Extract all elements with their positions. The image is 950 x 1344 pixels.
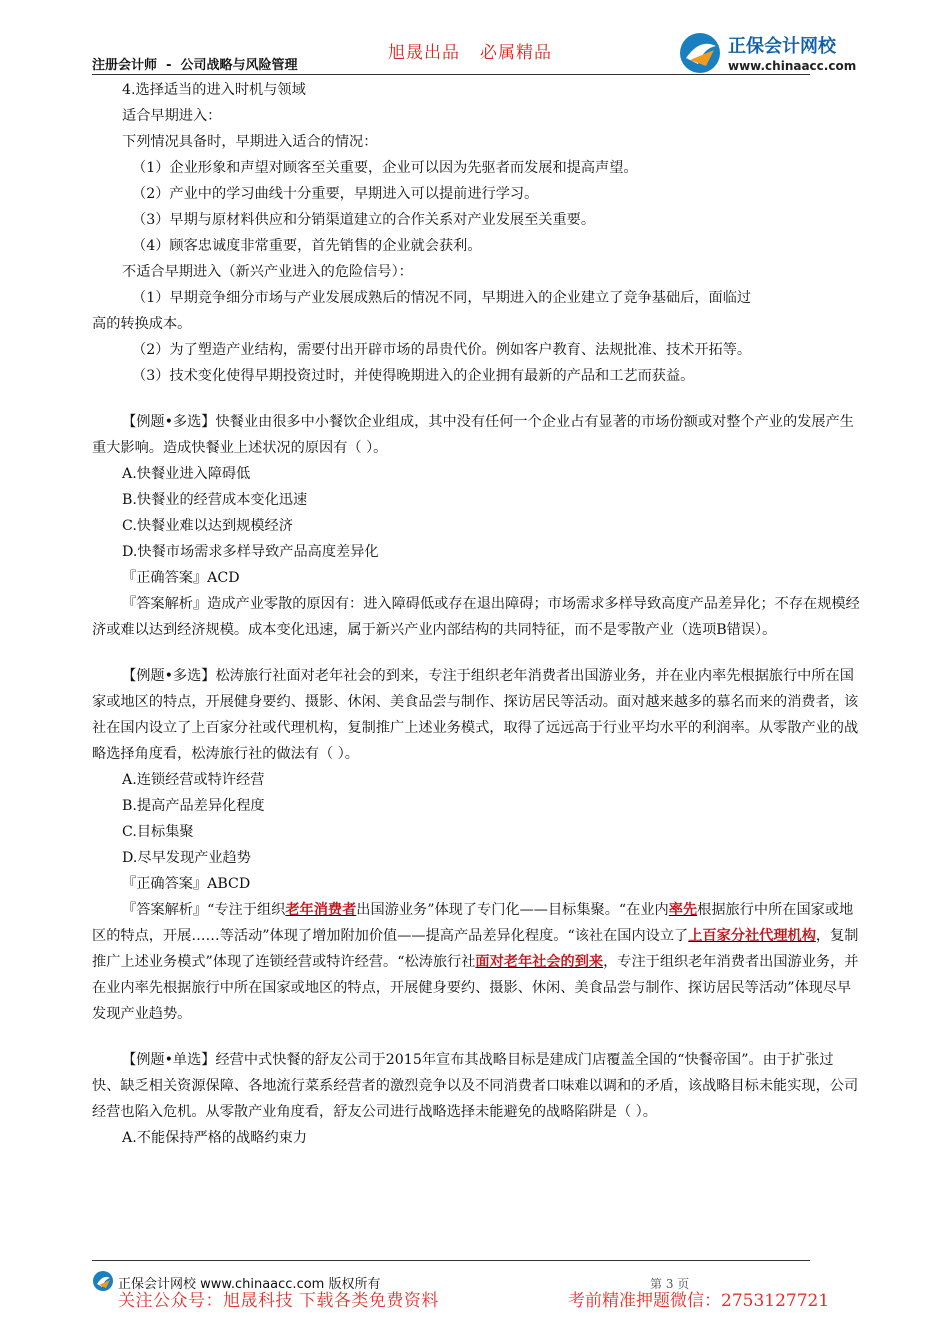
late-entry-item: （2）为了塑造产业结构，需要付出开辟市场的昂贵代价。例如客户教育、法规批准、技术开拓等。 xyxy=(132,342,752,358)
analysis-text: 根据旅行中所在国家或地区的特点，开展……等活动”体现了增加附加价值——提高产品差异化程度。“该社在国内设立了 xyxy=(92,902,854,944)
question-2-option: D.尽早发现产业趋势 xyxy=(122,850,251,866)
question-2-analysis xyxy=(92,897,860,1027)
late-entry-item: （1）早期竞争细分市场与产业发展成熟后的情况不同，早期进入的企业建立了竞争基础后，面临过 xyxy=(132,290,752,306)
question-2-answer: 『正确答案』ABCD xyxy=(122,876,251,892)
page-number: 第 3 页 xyxy=(650,1277,690,1291)
analysis-text: ，专注于组织老年消费者出国游业务，并在业内率先根据旅行中所在国家或地区的特点，开展健身要约、摄影、休闲、美食品尝与制作、探访居民等活动”体现尽早发现产业趋势。 xyxy=(92,954,859,1022)
question-1-answer: 『正确答案』ACD xyxy=(122,570,240,586)
question-3-option: A.不能保持严格的战略约束力 xyxy=(122,1130,308,1146)
early-entry-intro: 下列情况具备时，早期进入适合的情况： xyxy=(122,134,378,150)
analysis-text: 出国游业务”体现了专门化——目标集聚。“在业内 xyxy=(356,902,669,918)
question-2-option: B.提高产品差异化程度 xyxy=(122,798,265,814)
question-2-option: C.目标集聚 xyxy=(122,824,194,840)
analysis-highlight: 率先 xyxy=(668,902,698,918)
question-2-stem: 【例题•多选】松涛旅行社面对老年社会的到来，专注于组织老年消费者出国游业务，并在业内率先根据旅行中所在国家或地区的特点，开展健身要约、摄影、休闲、美食品尝与制作、探访居民等活动。面对越来越多的慕名而来的消费者，该社在国内设立了上百家分社或代理机构，复制推广上述业务模式，取得了远远高于行业平均水平的利润率。从零散产业的战略选择角度看，松涛旅行社的做法有（ ）。 xyxy=(92,668,859,762)
question-3-stem: 【例题•单选】经营中式快餐的舒友公司于2015年宣布其战略目标是建成门店覆盖全国的“快餐帝国”。由于扩张过快、缺乏相关资源保障、各地流行菜系经营者的激烈竞争以及不同消费者口味难以调和的矛盾，该战略目标未能实现，公司经营也陷入危机。从零散产业角度看，舒友公司进行战略选择未能避免的战略陷阱是（ ）。 xyxy=(92,1052,859,1120)
question-1-stem: 【例题•多选】快餐业由很多中小餐饮企业组成，其中没有任何一个企业占有显著的市场份额或对整个产业的发展产生重大影响。造成快餐业上述状况的原因有（ ）。 xyxy=(92,414,854,456)
late-entry-item-cont: 高的转换成本。 xyxy=(92,316,192,332)
early-entry-title: 适合早期进入： xyxy=(122,108,222,124)
question-1-option: B.快餐业的经营成本变化迅速 xyxy=(122,492,308,508)
document-body xyxy=(92,77,860,1151)
question-1-option: A.快餐业进入障碍低 xyxy=(122,466,251,482)
question-1-option: C.快餐业难以达到规模经济 xyxy=(122,518,293,534)
logo-title: 正保会计网校 xyxy=(728,36,836,57)
analysis-text: ，复制推广上述业务模式”体现了连锁经营或特许经营。“松涛旅行社 xyxy=(92,928,859,970)
late-entry-item: （3）技术变化使得早期投资过时，并使得晚期进入的企业拥有最新的产品和工艺而获益。 xyxy=(132,368,695,384)
section-title: 4.选择适当的进入时机与领域 xyxy=(122,82,306,98)
header-divider xyxy=(92,74,810,75)
analysis-highlight: 面对老年社会的到来 xyxy=(475,954,604,970)
header-slogan xyxy=(388,38,572,63)
footer-logo-icon xyxy=(92,1270,114,1292)
footer-copyright: 正保会计网校 www.chinaacc.com 版权所有 xyxy=(118,1277,381,1292)
watermark-right: 考前精准押题微信：2753127721 xyxy=(568,1291,830,1311)
logo-url: www.chinaacc.com xyxy=(728,59,857,73)
early-entry-item: （3）早期与原材料供应和分销渠道建立的合作关系对产业发展至关重要。 xyxy=(132,212,596,228)
early-entry-item: （4）顾客忠诚度非常重要，首先销售的企业就会获利。 xyxy=(132,238,482,254)
watermark-left: 关注公众号：旭晟科技 下载各类免费资料 xyxy=(118,1291,439,1311)
early-entry-item: （1）企业形象和声望对顾客至关重要，企业可以因为先驱者而发展和提高声望。 xyxy=(132,160,638,176)
footer-divider xyxy=(92,1260,810,1261)
early-entry-item: （2）产业中的学习曲线十分重要，早期进入可以提前进行学习。 xyxy=(132,186,539,202)
analysis-highlight: 老年消费者 xyxy=(285,902,357,918)
slogan-part-1: 旭晟出品 xyxy=(388,43,460,63)
question-2-option: A.连锁经营或特许经营 xyxy=(122,772,265,788)
late-entry-title: 不适合早期进入（新兴产业进入的危险信号）： xyxy=(122,264,413,280)
chinaacc-logo xyxy=(676,30,866,76)
question-1-analysis: 『答案解析』造成产业零散的原因有：进入障碍低或存在退出障碍；市场需求多样导致高度产品差异化；不存在规模经济或难以达到经济规模。成本变化迅速，属于新兴产业内部结构的共同特征，而不是零散产业（选项B错误）。 xyxy=(92,596,860,638)
analysis-highlight: 上百家分社代理机构 xyxy=(688,928,816,944)
analysis-text: 『答案解析』“专注于组织 xyxy=(122,902,286,918)
header-course-title: 注册会计师 - 公司战略与风险管理 xyxy=(92,58,298,73)
question-1-option: D.快餐市场需求多样导致产品高度差异化 xyxy=(122,544,379,560)
slogan-part-2: 必属精品 xyxy=(480,43,552,63)
